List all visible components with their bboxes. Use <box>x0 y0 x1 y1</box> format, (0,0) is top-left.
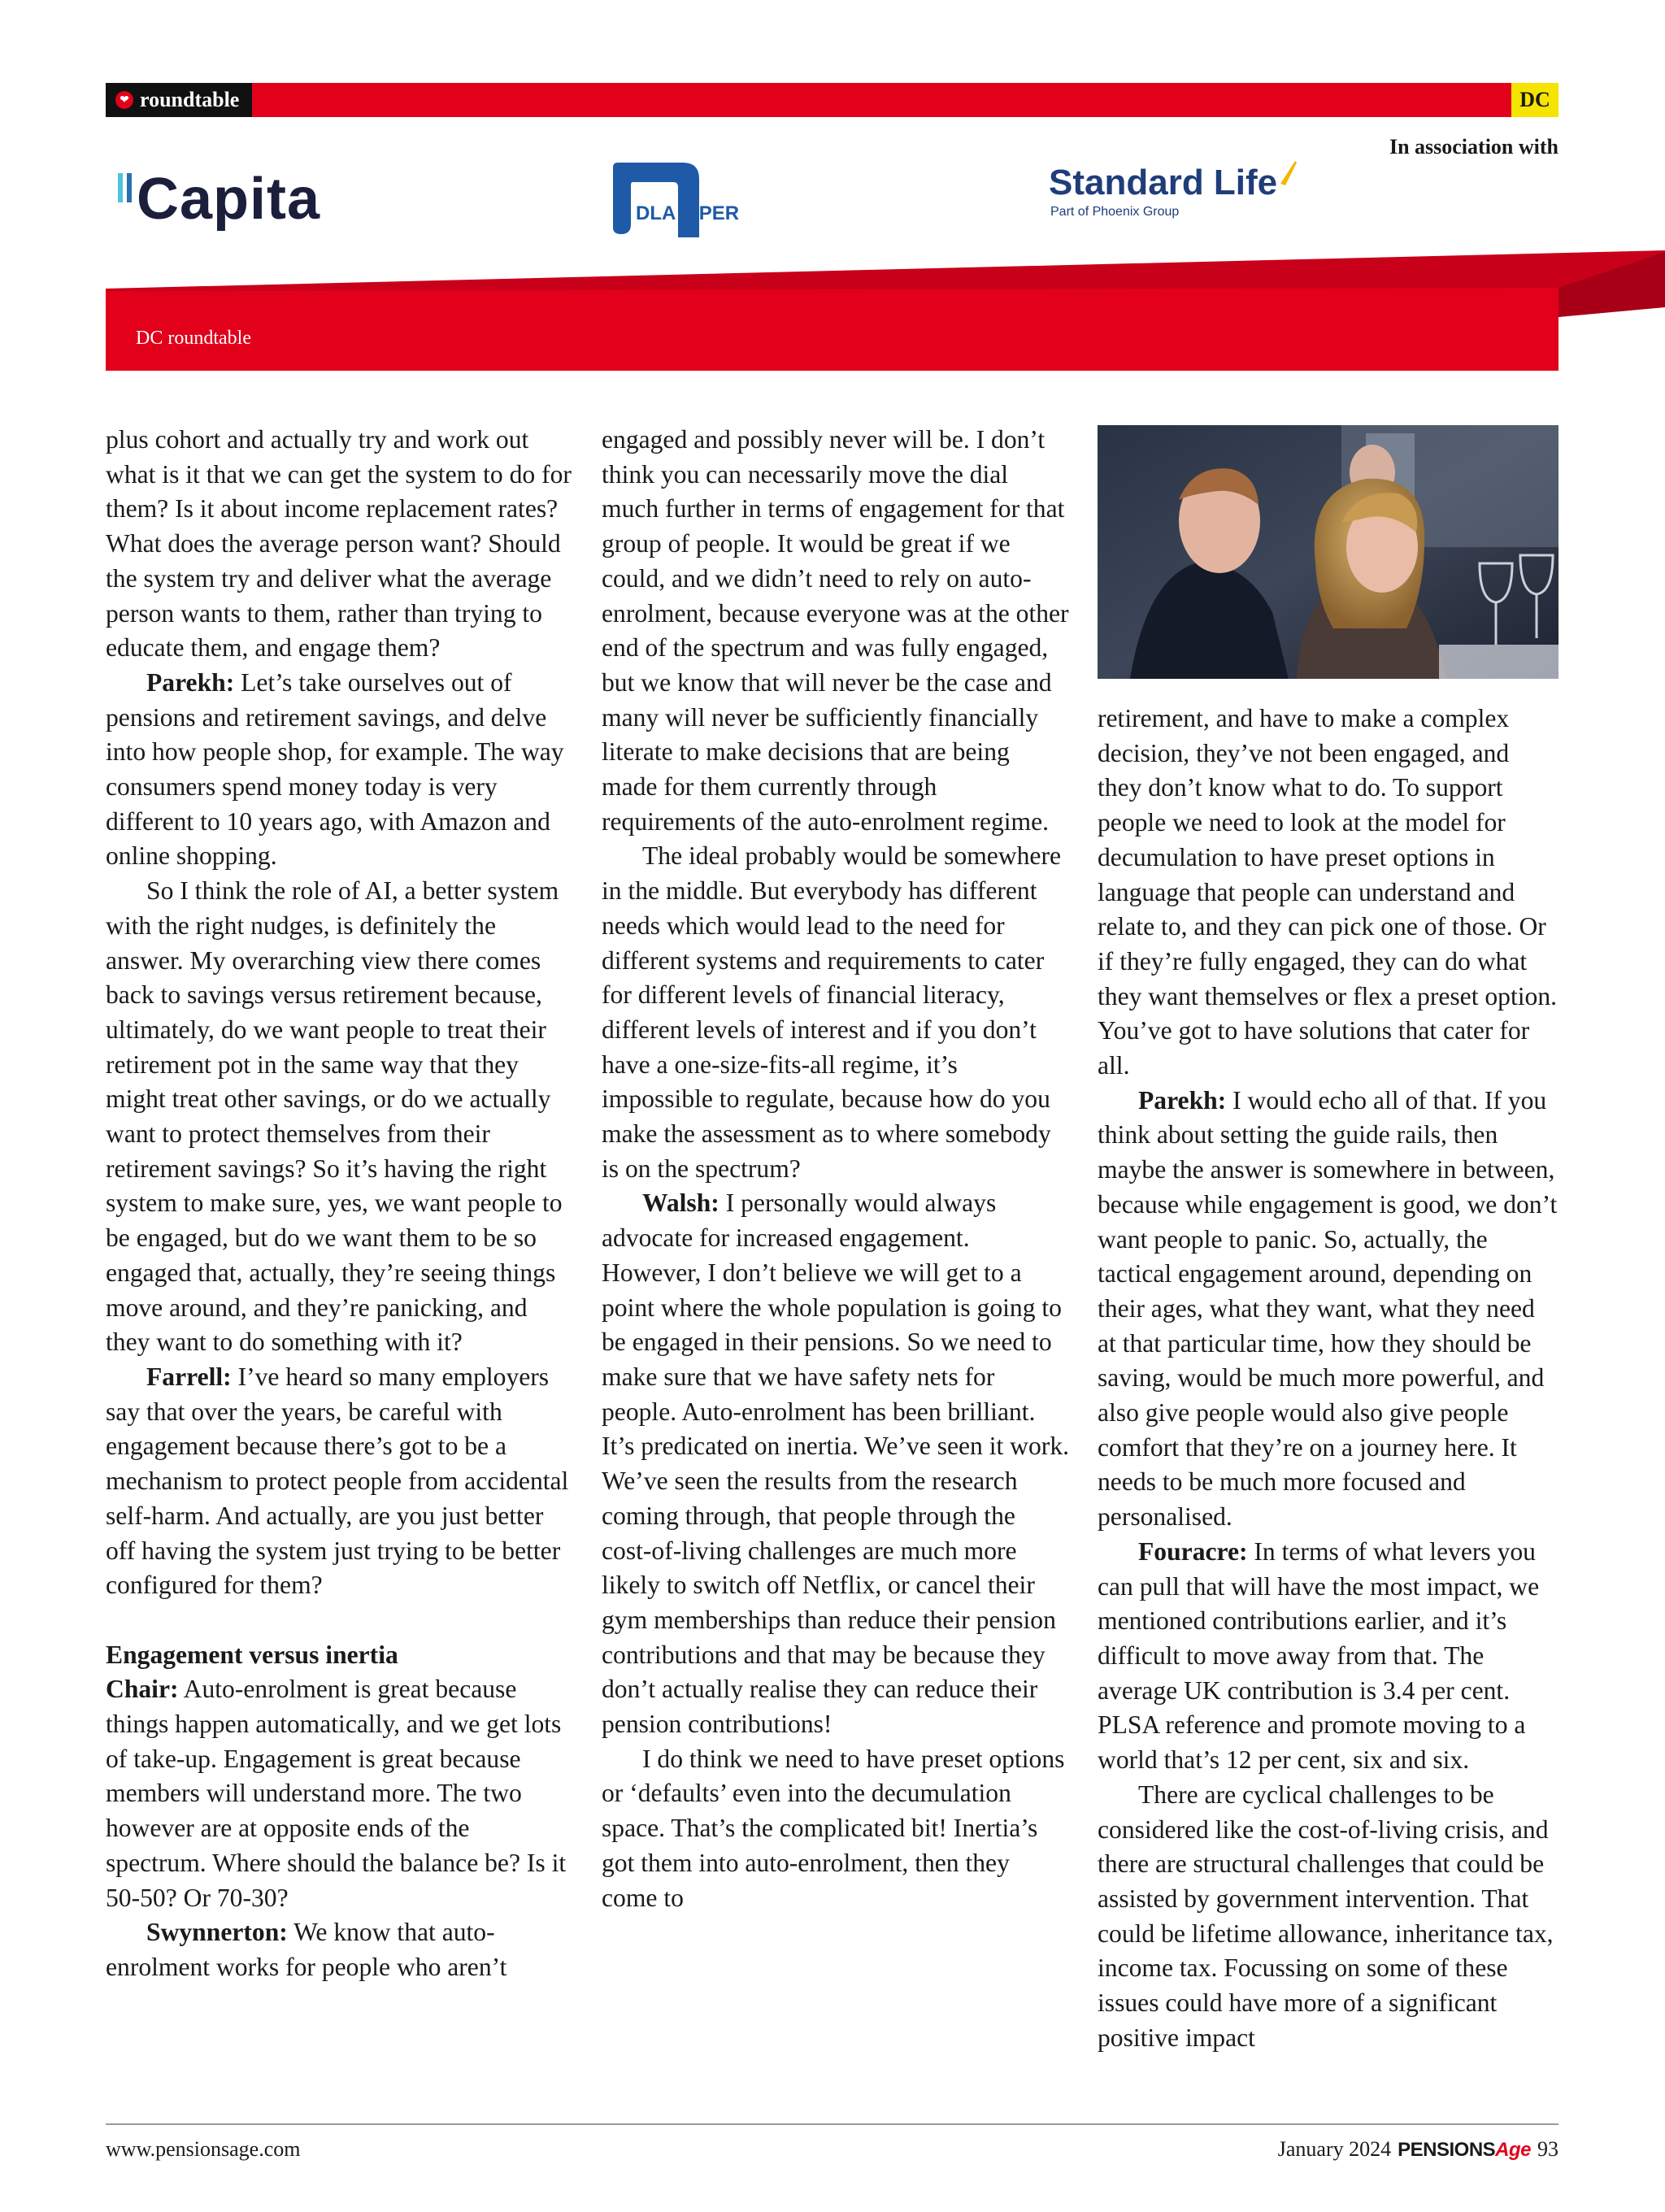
standard-life-swoosh-icon <box>1279 159 1298 187</box>
footer-url: www.pensionsage.com <box>106 2137 301 2161</box>
paragraph: I do think we need to have preset options or ‘defaults’ even into the decumulation space. That’s the complicated bit! Inertia’s got them into auto-enrolment, then they come to <box>602 1744 1065 1912</box>
paragraph: plus cohort and actually try and work out what is it that we can get the system to do for them? Is it about income replacement rates? What does the average person want? Should the system try and deliver what the average person wants to them, rather than trying to educate them, and engage them? <box>106 425 572 663</box>
footer-info <box>1278 2137 1558 2162</box>
capita-bars-icon <box>118 173 132 202</box>
speaker-name: Parekh: <box>1138 1085 1227 1115</box>
speaker-name: Walsh: <box>642 1189 719 1218</box>
association-text: In association with <box>1389 135 1558 159</box>
paragraph: Fouracre: In terms of what levers you can pull that will have the most impact, we mentioned contributions earlier, and it’s difficult to move away from that. The average UK contribution is 3.4 per cent. PLSA reference and promote moving to a world that’s 12 per cent, six and six. <box>1098 1536 1540 1775</box>
capita-logo <box>118 167 320 232</box>
roundtable-photo <box>1098 425 1558 679</box>
speaker-name: Parekh: <box>146 667 235 697</box>
heart-icon: ❤ <box>115 91 133 109</box>
page-number: 93 <box>1537 2137 1558 2161</box>
paragraph: retirement, and have to make a complex decision, they’ve not been engaged, and they don’t know what to do. To support people we need to look at the model for decumulation to have preset options in language that people can understand and relate to, and they can pick one of those. Or if they’re fully engaged, they can do what they want themselves or flex a preset option. You’ve got to have solutions that cater for all. <box>1098 704 1558 1080</box>
speaker-name: Swynnerton: <box>146 1918 288 1947</box>
section-tag-label: roundtable <box>140 88 240 111</box>
paragraph: Parekh: I would echo all of that. If you think about setting the guide rails, then maybe the answer is somewhere in between, because while engagement is good, we don’t want people to panic. So, actually, the tactical engagement around, depending on their ages, what they want, what they need at that particular time, how they should be saving, would be much more powerful, and also give people would also give people comfort that they’re on a journey here. It needs to be much more focused and personalised. <box>1098 1085 1558 1532</box>
paragraph: So I think the role of AI, a better system with the right nudges, is definitely the answer. My overarching view there comes back to savings versus retirement because, ultimately, do we want people to treat their retirement pot in the same way that they might treat other savings, or do we actually want to protect themselves from their retirement savings? So it’s having the right system to make sure, yes, we want people to be engaged, but do we want them to be so engaged that, actually, they’re seeing things move around, and they’re panicking, and they want to do something with it? <box>106 876 563 1357</box>
section-tag <box>106 83 252 117</box>
dla-piper-logo <box>608 159 754 237</box>
top-section-bar <box>106 83 1558 117</box>
column-2 <box>602 423 1069 1915</box>
paragraph: Swynnerton: We know that auto-enrolment works for people who aren’t <box>106 1918 507 1981</box>
paragraph: Chair: Auto-enrolment is great because things happen automatically, and we get lots of take-up. Engagement is great because members will understand more. The two however are at opposite ends of the spectrum. Where should the balance be? Is it 50-50? Or 70-30? <box>106 1675 567 1912</box>
paragraph: The ideal probably would be somewhere in the middle. But everybody has different needs which would lead to the need for different systems and requirements to cater for different levels of financial literacy, different levels of interest and if you don’t have a one-size-fits-all regime, it’s impossible to regulate, because how do you make the assessment as to where somebody is on the spectrum? <box>602 841 1061 1183</box>
speaker-name: Farrell: <box>146 1362 232 1391</box>
banner-label: DC roundtable <box>136 328 251 349</box>
speaker-name: Chair: <box>106 1675 179 1704</box>
issue-date: January 2024 <box>1277 2137 1392 2161</box>
standard-life-logo-text: Standard Life <box>1049 163 1278 202</box>
standard-life-subtitle: Part of Phoenix Group <box>1050 205 1180 219</box>
category-tag: DC <box>1511 83 1558 117</box>
paragraph: Parekh: Let’s take ourselves out of pensions and retirement savings, and delve into how people shop, for example. The way consumers spend money today is very different to 10 years ago, with Amazon and online shopping. <box>106 667 564 871</box>
paragraph: Farrell: I’ve heard so many employers say that over the years, be careful with engagement because there’s got to be a mechanism to protect people from accidental self-harm. And actually, are you just better off having the system just trying to be better configured for them? <box>106 1362 569 1600</box>
paragraph: engaged and possibly never will be. I don’t think you can necessarily move the dial much further in terms of engagement for that group of people. It would be great if we could, and we didn’t need to rely on auto-enrolment, because everyone was at the other end of the spectrum and was fully engaged, but we know that will never be the case and many will never be sufficiently financially literate to make decisions that are being made for them currently through requirements of the auto-enrolment regime. <box>602 425 1069 836</box>
footer-divider <box>106 2123 1558 2125</box>
speaker-name: Fouracre: <box>1138 1536 1248 1566</box>
paragraph: Walsh: I personally would always advocate for increased engagement. However, I don’t believe we will get to a point where the whole population is going to be engaged in their pensions. So we need to make sure that we have safety nets for people. Auto-enrolment has been brilliant. It’s predicated on inertia. We’ve seen it work. We’ve seen the results from the research coming through, that people through the cost-of-living challenges are much more likely to switch off Netflix, or cancel their gym memberships than reduce their pension contributions and that may be because they don’t actually realise they can reduce their pension contributions! <box>602 1189 1070 1739</box>
dla-piper-logo-text: DLA PIPER <box>636 202 740 224</box>
capita-logo-text: Capita <box>137 167 321 232</box>
standard-life-logo <box>1049 163 1298 219</box>
column-1 <box>106 423 573 1985</box>
column-3 <box>1098 702 1558 2055</box>
paragraph: There are cyclical challenges to be considered like the cost-of-living crisis, and there are structural challenges that could be assisted by government intervention. That could be lifetime allowance, inheritance tax, income tax. Focussing on some of these issues could have more of a significant positive impact <box>1098 1780 1554 2052</box>
pensions-age-logo: PENSIONSAge <box>1398 2139 1531 2161</box>
subheading: Engagement versus inertia <box>106 1640 398 1669</box>
section-banner <box>0 250 1665 376</box>
